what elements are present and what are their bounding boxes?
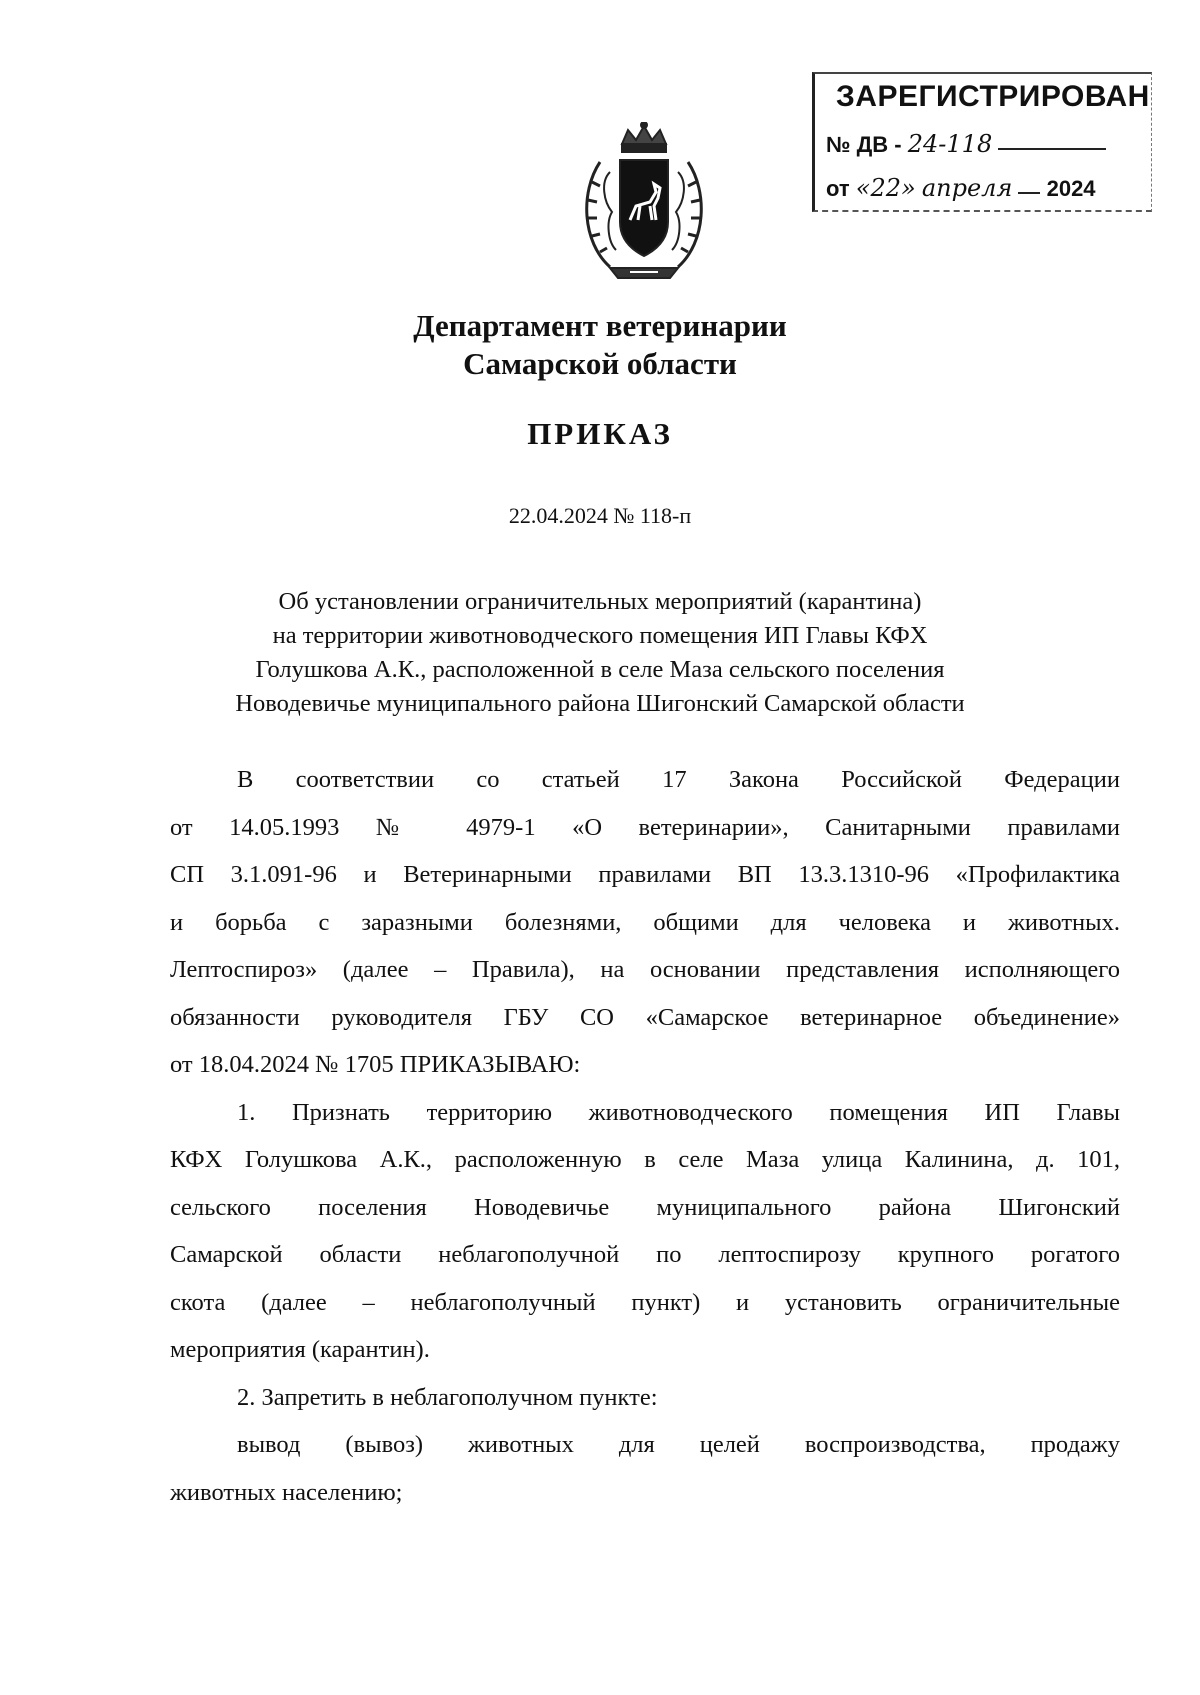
stamp-number-underline [998,147,1106,150]
item-1-line: КФХ Голушкова А.К., расположенную в селе Маза улица Калинина, д. 101, [170,1146,1120,1173]
stamp-date-line [826,174,1096,202]
document-subject [150,585,1050,721]
item-1-line: мероприятия (карантин). [170,1336,430,1363]
body-line: от 18.04.2024 № 1705 ПРИКАЗЫВАЮ: [170,1051,581,1078]
item-1-line: Самарской области неблагополучной по лептоспирозу крупного рогатого [170,1241,1120,1268]
stamp-date-month: апреля [921,174,1013,202]
stamp-date-day: «22» [855,174,916,202]
document-date-number: 22.04.2024 № 118-п [508,503,692,528]
stamp-date-underline [1018,191,1040,194]
samara-coat-of-arms-icon [570,122,718,282]
item-2-heading: 2. Запретить в неблагополучном пункте: [237,1383,658,1411]
stamp-number-value: 24-118 [907,130,993,158]
body-line: В соответствии со статьей 17 Закона Российской Федерации [237,766,1120,793]
document-body [170,756,1120,1516]
subject-line: на территории животноводческого помещения ИП Главы КФХ [272,622,928,649]
item-1-line: сельского поселения Новодевичье муниципального района Шигонский [170,1193,1120,1221]
stamp-date-year: 2024 [1046,176,1096,201]
body-line: от 14.05.1993 № 4979-1 «О ветеринарии», Санитарными правилами [170,813,1120,841]
document-type: ПРИКАЗ [527,416,673,451]
stamp-number-label: № ДВ - [826,132,902,157]
organization-region: Самарской области [463,346,737,381]
registration-stamp [812,72,1150,210]
item-2-line: вывод (вывоз) животных для целей воспроизводства, продажу [237,1431,1120,1458]
item-1-line: 1. Признать территорию животноводческого помещения ИП Главы [237,1098,1120,1126]
stamp-date-label: от [826,176,850,201]
organization-name: Департамент ветеринарии [413,308,787,343]
item-2-line: животных населению; [170,1478,403,1506]
subject-line: Новодевичье муниципального района Шигонский Самарской области [235,690,965,717]
body-line: обязанности руководителя ГБУ СО «Самарское ветеринарное объединение» [170,1003,1120,1031]
body-line: и борьба с заразными болезнями, общими для человека и животных. [170,908,1120,936]
item-1-line: скота (далее – неблагополучный пункт) и установить ограничительные [170,1288,1120,1316]
stamp-title: ЗАРЕГИСТРИРОВАН [836,80,1150,113]
body-line: Лептоспироз» (далее – Правила), на основании представления исполняющего [170,956,1120,983]
body-line: СП 3.1.091-96 и Ветеринарными правилами ВП 13.3.1310-96 «Профилактика [170,861,1120,888]
subject-line: Голушкова А.К., расположенной в селе Маза сельского поселения [255,656,945,683]
subject-line: Об установлении ограничительных мероприятий (карантина) [278,588,922,615]
stamp-number-line [826,130,1106,158]
